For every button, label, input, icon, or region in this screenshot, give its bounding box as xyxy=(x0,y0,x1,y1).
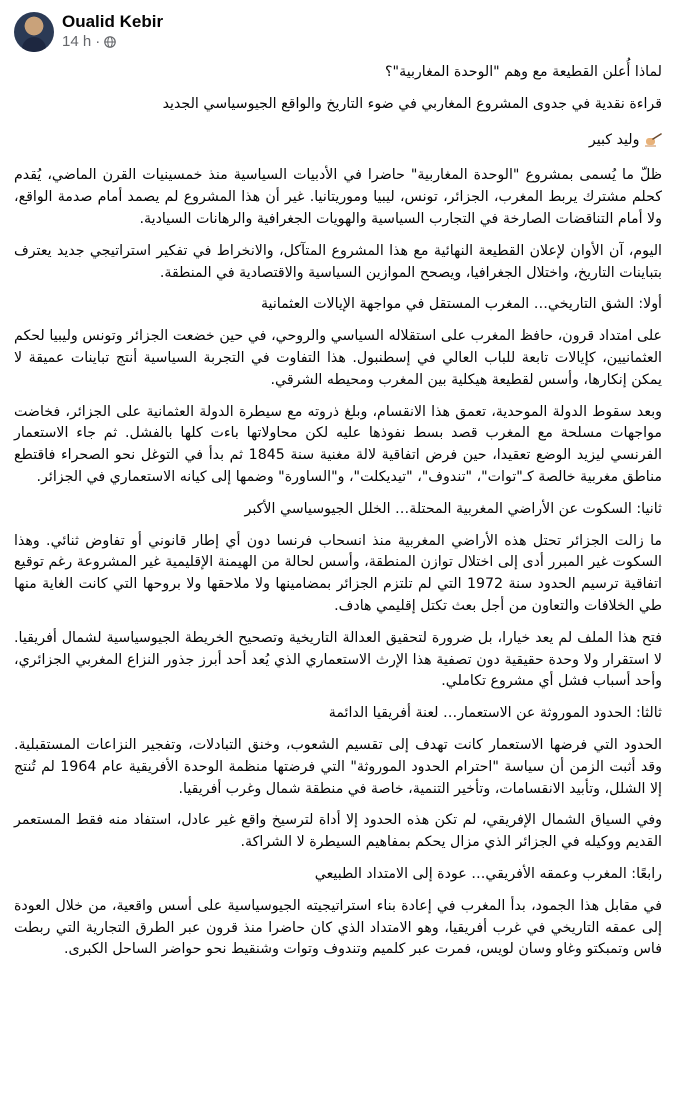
section-heading-1: أولا: الشق التاريخي… المغرب المستقل في مواجهة الإيالات العثمانية xyxy=(260,296,662,313)
paragraph-north-africa: وفي السياق الشمال الإفريقي، لم تكن هذه الحدود إلا أداة لترسيخ واقع غير عادل، استفاد منه فقط المستعمر القديم ووكيله في الجزائر الذي مزال يحكم بمفاهيم السيطرة لا الشراكة. xyxy=(14,812,662,851)
paragraph-colonial: وبعد سقوط الدولة الموحدية، تعمق هذا الانقسام، وبلغ ذروته مع سيطرة الدولة العثمانية على الجزائر، فخاضت مواجهات مسلحة مع المغرب قصد بسط نفوذها عليه لكن محاولاتها باءت كلها بالفشل. ثم جاء الاستعمار الفرنسي ليزيد الوضع تعقيدا، حين فرض اتفاقية لالة مغنية سنة 1845 ثم بدأ في التوغل نحو الصحراء فاقتطع مناطق مغربية خالصة كـ"توات"، "تندوف"، "تيديكلت"، و"الساورة" وضمها إلى كيانه الاستعماري في الجزائر. xyxy=(14,403,662,485)
writing-hand-icon xyxy=(644,133,662,147)
post-subtitle: قراءة نقدية في جدوى المشروع المغاربي في ضوء التاريخ والواقع الجيوسياسي الجديد xyxy=(162,95,662,112)
post-title: لماذا أُعلن القطيعة مع وهم "الوحدة المغاربية"؟ xyxy=(385,64,662,80)
paragraph-intro: ظلّ ما يُسمى بمشروع "الوحدة المغاربية" حاضرا في الأدبيات السياسية منذ خمسينيات القرن الماضي، يُقدم كحلم مشترك يربط المغرب، الجزائر، تونس، ليبيا وموريتانيا. غير أن هذا المشروع لم يصمد أمام صدمة الواقع، ولا أمام التناقضات الصارخة في التجارب السياسية والهويات الجغرافية والرهانات السيادية. xyxy=(14,167,662,227)
paragraph-today: اليوم، آن الأوان لإعلان القطيعة النهائية مع هذا المشروع المتآكل، والانخراط في تفكير استراتيجي جديد يعترف بتباينات التاريخ، واختلال الجغرافيا، ويصحح الموازين السياسية والاقتصادية في المنطقة. xyxy=(14,242,662,281)
post-header xyxy=(14,10,163,54)
paragraph-history: على امتداد قرون، حافظ المغرب على استقلاله السياسي والروحي، في حين خضعت الجزائر وتونس وليبيا لحكم العثمانيين، كإيالات تابعة للباب العالي في إسطنبول. هذا التفاوت في التجربة السياسية أنتج تباينات عميقة لا يمكن إنكارها، وأسس لقطيعة هيكلية بين المغرب ومحيطه الشرقي. xyxy=(14,328,662,388)
section-heading-3: ثالثا: الحدود الموروثة عن الاستعمار… لعنة أفريقيا الدائمة xyxy=(328,705,662,722)
post-time[interactable]: 14 h xyxy=(62,33,92,50)
paragraph-borders: الحدود التي فرضها الاستعمار كانت تهدف إلى تقسيم الشعوب، وخنق التبادلات، وتفجير النزاعات المستقبلية. وقد أثبت الزمن أن سياسة "احترام الحدود الموروثة" التي فرضتها منظمة الوحدة الأفريقية عام 1964 لم تُنتج إلا الشلل، وتأبيد الانقسامات، وتأخير التنمية، خاصة في منطقة شمال وغرب أفريقيا. xyxy=(14,736,662,797)
post-body xyxy=(14,62,662,971)
author-name[interactable]: Oualid Kebir xyxy=(62,12,164,31)
paragraph-justice: فتح هذا الملف لم يعد خيارا، بل ضرورة لتحقيق العدالة التاريخية وتصحيح الخريطة الجيوسياسية لشمال أفريقيا. لا استقرار ولا وحدة حقيقية دون تصفية هذا الإرث الاستعماري الذي يُعد أحد أبرز جذور النزاع المغربي الجزائري، وأحد أسباب فشل أي مشروع تكاملي. xyxy=(14,629,662,690)
post-meta xyxy=(62,12,163,52)
paragraph-occupied-lands: ما زالت الجزائر تحتل هذه الأراضي المغربية منذ انسحاب فرنسا دون أي إطار قانوني أو تفاوض ثنائي. وهذا السكوت غير المبرر أدى إلى اختلال توازن المنطقة، وأسس لحالة من الهيمنة الإقليمية غير المشروعة رغم توقيع اتفاقية ترسيم الحدود سنة 1972 التي لم تلتزم الجزائر بمضامينها ولا ملاحقها ولا بروحها التي كانت الغاية منها طي الخلافات والتعاون من أجل بعث تكتل إقليمي هادف. xyxy=(14,532,662,614)
paragraph-african-depth: في مقابل هذا الجمود، بدأ المغرب في إعادة بناء استراتيجيته الجيوسياسية على أسس واقعية، من خلال العودة إلى عمقه التاريخي في غرب أفريقيا، وهو الامتداد الذي كان حاضرا منذ قرون عبر الطرق التجارية التي ربطت فاس وتمبكتو وغاو وسان لويس، فمرت عبر كلميم وتندوف وتوات وشنقيط نحو حواضر الساحل الكبرى. xyxy=(14,897,662,958)
separator-dot: · xyxy=(95,33,101,50)
post-timestamp-row xyxy=(62,32,163,52)
section-heading-4: رابعًا: المغرب وعمقه الأفريقي… عودة إلى الامتداد الطبيعي xyxy=(314,865,662,882)
byline-name: وليد كبير xyxy=(588,131,640,148)
section-heading-2: ثانيا: السكوت عن الأراضي المغربية المحتلة… الخلل الجيوسياسي الأكبر xyxy=(244,500,662,517)
post-byline xyxy=(14,130,662,152)
globe-icon[interactable] xyxy=(104,36,116,48)
author-avatar[interactable] xyxy=(14,12,54,52)
